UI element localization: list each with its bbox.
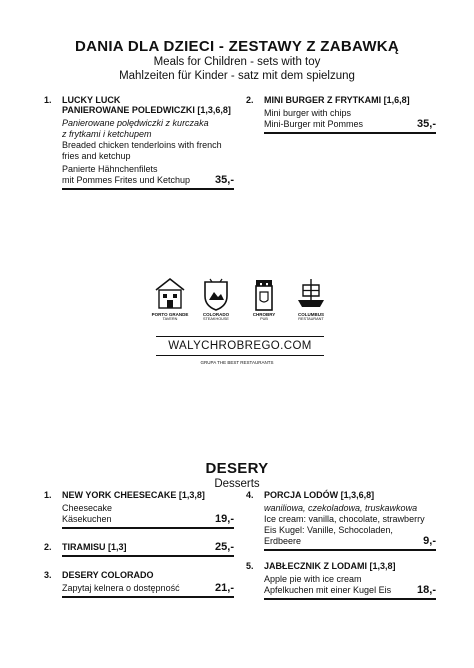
item-price: 35,-	[417, 118, 436, 130]
item-desc-en: Breaded chicken tenderloins with french	[62, 140, 222, 150]
desserts-subtitle: Desserts	[214, 478, 260, 490]
menu-item-jableczinik	[246, 561, 436, 600]
logo-chrobry	[244, 276, 284, 321]
price-underline	[62, 527, 234, 529]
item-name: MINI BURGER Z FRYTKAMI [1,6,8]	[264, 95, 410, 105]
price-underline	[264, 549, 436, 551]
item-desc-en: Apple pie with ice cream	[264, 574, 362, 584]
price-underline	[62, 596, 234, 598]
price-underline	[264, 598, 436, 600]
item-name-2: PANIEROWANE POLEDWICZKI [1,3,6,8]	[62, 105, 231, 115]
item-number: 2.	[246, 95, 254, 105]
website-url: WALYCHROBREGO.COM	[156, 336, 324, 356]
menu-item-porcja-lodow	[246, 490, 436, 551]
item-price: 19,-	[215, 513, 234, 525]
item-number: 3.	[44, 570, 52, 580]
menu-item-desery-colorado	[44, 570, 234, 598]
item-number: 4.	[246, 490, 254, 500]
item-name: JABŁECZNIK Z LODAMI [1,3,8]	[264, 561, 396, 571]
item-desc-en: Mini burger with chips	[264, 108, 352, 118]
kids-menu-title: DANIA DLA DZIECI - ZESTAWY Z ZABAWKĄ	[74, 38, 400, 55]
item-number: 1.	[44, 490, 52, 500]
logo-caption: TAVERN	[162, 317, 178, 321]
menu-item-mini-burger	[246, 95, 436, 134]
item-number: 1.	[44, 95, 52, 105]
logo-name: PORTO GRANDE	[151, 312, 189, 317]
price-underline	[62, 555, 234, 557]
item-desc-de: Panierte Hähnchenfilets	[62, 164, 158, 174]
shield-icon	[200, 276, 232, 312]
item-desc-en-2: fries and ketchup	[62, 151, 131, 161]
menu-item-lucky-luck	[44, 95, 234, 190]
item-desc-en: Ice cream: vanilla, chocolate, strawberry	[264, 514, 425, 524]
kids-menu-subtitle-de: Mahlzeiten für Kinder - satz mit dem spielzung	[119, 70, 355, 82]
menu-item-cheesecake	[44, 490, 234, 529]
menu-item-tiramisu	[44, 542, 234, 557]
group-name: GRUPA THE BEST RESTAURANTS	[200, 360, 274, 365]
item-desc-en: Cheesecake	[62, 503, 113, 513]
item-desc-de-2: mit Pommes Frites und Ketchup	[62, 175, 191, 185]
ship-icon	[295, 276, 327, 312]
item-desc-de: Eis Kugel: Vanille, Schocoladen,	[264, 525, 393, 535]
house-icon	[154, 276, 186, 312]
desserts-title: DESERY	[205, 460, 269, 477]
item-desc-pl: waniliowa, czekoladowa, truskawkowa	[264, 503, 418, 513]
item-price: 21,-	[215, 582, 234, 594]
logo-porto-grande	[150, 276, 190, 321]
kids-menu-subtitle-en: Meals for Children - sets with toy	[153, 56, 321, 68]
logo-caption: RESTAURANT	[298, 317, 324, 321]
item-price: 9,-	[423, 535, 436, 547]
item-desc-de-2: Erdbeere	[264, 536, 302, 546]
logo-colorado	[196, 276, 236, 321]
item-name: LUCKY LUCK	[62, 95, 121, 105]
item-desc-pl: Panierowane polędwiczki z kurczaka	[62, 118, 209, 128]
logo-caption: STEAKHOUSE	[203, 317, 229, 321]
item-desc-pl-2: z frytkami i ketchupem	[62, 129, 152, 139]
logo-columbus	[290, 276, 332, 321]
item-price: 18,-	[417, 584, 436, 596]
logo-name: COLUMBUS	[298, 312, 324, 317]
item-desc-de: Apfelkuchen mit einer Kugel Eis	[264, 585, 392, 595]
logo-caption: PUB	[260, 317, 268, 321]
item-name: DESERY COLORADO	[62, 570, 154, 580]
logo-name: CHROBRY	[252, 312, 276, 317]
item-name: PORCJA LODÓW [1,3,6,8]	[264, 490, 375, 500]
price-underline	[62, 188, 234, 190]
item-price: 35,-	[215, 174, 234, 186]
item-price: 25,-	[215, 541, 234, 553]
logo-name: COLORADO	[202, 312, 230, 317]
item-number: 5.	[246, 561, 254, 571]
item-desc: Zapytaj kelnera o dostępność	[62, 583, 180, 593]
item-desc-de: Käsekuchen	[62, 514, 112, 524]
price-underline	[264, 132, 436, 134]
item-name: TIRAMISU [1,3]	[62, 542, 127, 552]
item-name: NEW YORK CHEESECAKE [1,3,8]	[62, 490, 205, 500]
item-desc-de: Mini-Burger mit Pommes	[264, 119, 364, 129]
tower-icon	[248, 276, 280, 312]
item-number: 2.	[44, 542, 52, 552]
